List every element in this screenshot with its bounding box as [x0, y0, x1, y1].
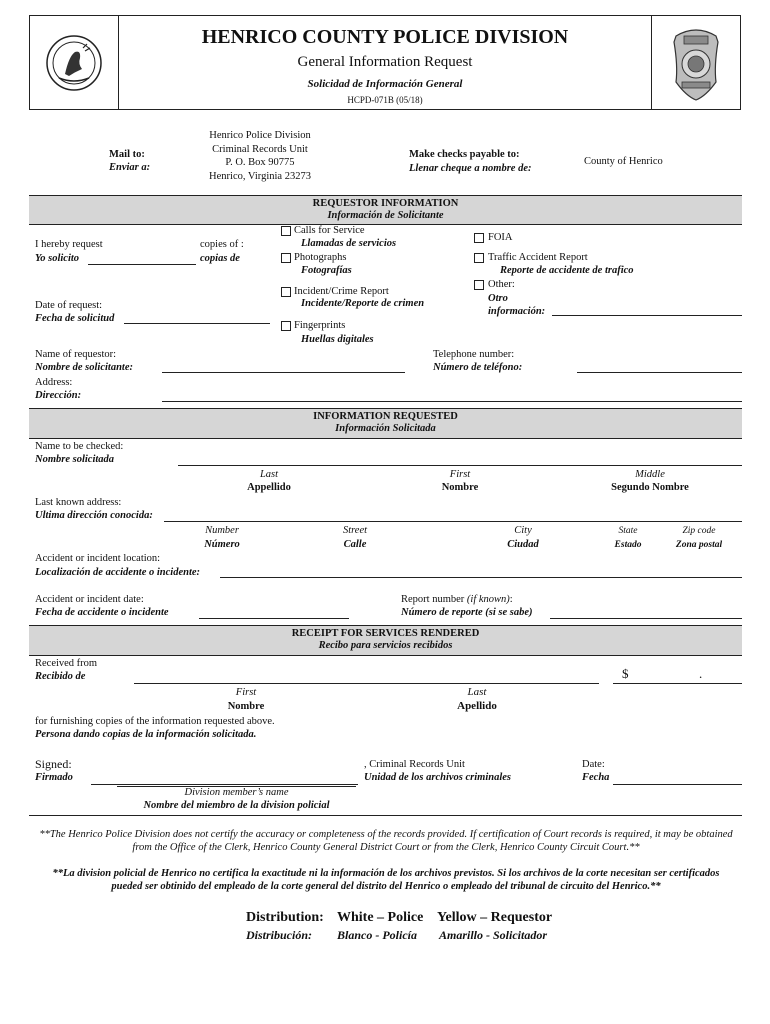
mail-address-line1: Henrico Police Division — [209, 130, 311, 141]
other-label-es-1: Otro — [488, 293, 508, 304]
mail-address-line3: P. O. Box 90775 — [225, 157, 295, 168]
other-info-field[interactable] — [552, 315, 742, 316]
distribution-yellow: Yellow – Requestor — [437, 910, 553, 925]
city-caption-es: Ciudad — [507, 539, 539, 550]
police-badge-icon — [668, 22, 724, 102]
report-known-text: (if known) — [466, 594, 510, 605]
checks-label: Make checks payable to: — [409, 149, 520, 160]
dollar-sign: $ — [622, 666, 629, 681]
received-last-caption-es: Apellido — [457, 700, 497, 712]
amount-field[interactable] — [613, 683, 742, 684]
calls-for-service-label: Calls for Service — [294, 225, 365, 236]
name-checked-label: Name to be checked: — [35, 441, 124, 452]
requestor-section-title: REQUESTOR INFORMATION — [312, 198, 459, 209]
state-caption: State — [618, 526, 638, 536]
traffic-report-label: Traffic Accident Report — [488, 252, 588, 263]
info-section-title-es: Información Solicitada — [335, 423, 436, 434]
signature-field[interactable] — [91, 784, 358, 785]
address-label-es: Dirección: — [35, 390, 82, 401]
requestor-name-label-es: Nombre de solicitante: — [35, 362, 133, 373]
city-caption: City — [514, 525, 532, 536]
distribution-white: White – Police — [337, 910, 424, 925]
report-number-label-es: Número de reporte (si se sabe) — [401, 607, 533, 618]
section-bottom-rule — [29, 815, 742, 816]
phone-field[interactable] — [577, 372, 742, 373]
signed-label-es: Firmado — [35, 772, 73, 783]
last-address-field[interactable] — [164, 521, 742, 522]
mail-label: Mail to: — [109, 149, 145, 160]
receipt-date-label: Date: — [582, 759, 605, 770]
mail-address-line2: Criminal Records Unit — [212, 143, 308, 155]
incident-location-field[interactable] — [220, 577, 742, 578]
info-section-header — [29, 408, 742, 439]
distribution-white-es: Blanco - Policía — [337, 928, 417, 942]
signed-label: Signed: — [35, 757, 72, 771]
calls-for-service-label-es: Llamadas de servicios — [301, 238, 397, 249]
phone-label-es: Número de teléfono: — [433, 362, 523, 373]
member-name-caption: Division member’s name — [184, 787, 289, 798]
mail-label-es: Enviar a: — [109, 162, 151, 173]
foia-checkbox[interactable] — [474, 233, 484, 243]
member-name-caption-es: Nombre del miembro de la division policial — [143, 800, 330, 811]
number-caption-es: Número — [204, 539, 240, 550]
date-request-label-es: Fecha de solicitud — [35, 313, 115, 324]
state-caption-es: Estado — [614, 540, 642, 550]
zip-caption: Zip code — [682, 526, 716, 536]
copies-label: copies of : — [200, 239, 244, 250]
page-subtitle-es: Solicidad de Información General — [307, 78, 463, 90]
calls-for-service-checkbox[interactable] — [281, 226, 291, 236]
report-colon-text: : — [509, 594, 513, 605]
request-label: I hereby request — [35, 239, 103, 250]
requestor-name-label: Name of requestor: — [35, 349, 117, 360]
photographs-label-es: Fotografías — [301, 265, 352, 276]
page-title: HENRICO COUNTY POLICE DIVISION — [201, 26, 569, 48]
requestor-section-header — [29, 195, 742, 225]
middle-name-caption-es: Segundo Nombre — [611, 482, 689, 493]
other-label: Other: — [488, 279, 515, 290]
middle-name-caption: Middle — [635, 469, 665, 480]
address-label: Address: — [35, 377, 73, 388]
street-caption-es: Calle — [343, 539, 367, 550]
report-number-label — [401, 594, 513, 606]
disclaimer-es: **La division policial de Henrico no certifica la exactitude ni la información de los archivos previstos. Si los archivos de la corte necesitan ser certificados pueded ser obtinido del empleado de la corte general del distrito del Henrico o empleado del tribunal de circuito del Henrico.** — [52, 868, 720, 892]
date-request-field[interactable] — [124, 323, 270, 324]
checks-label-es: Llenar cheque a nombre de: — [409, 163, 532, 174]
phone-label: Telephone number: — [433, 349, 515, 360]
incident-location-label-es: Localización de accidente o incidente: — [35, 567, 201, 578]
other-checkbox[interactable] — [474, 280, 484, 290]
checks-value: County of Henrico — [584, 156, 663, 167]
photographs-label: Photographs — [294, 252, 347, 263]
county-seal-icon — [45, 34, 103, 92]
received-from-label: Received from — [35, 658, 98, 669]
distribution-yellow-es: Amarillo - Solicitador — [439, 928, 548, 942]
received-last-caption: Last — [467, 686, 487, 698]
incident-report-label-es: Incidente/Reporte de crimen — [301, 298, 425, 309]
requestor-name-field[interactable] — [162, 372, 405, 373]
street-caption: Street — [342, 525, 368, 536]
receipt-date-field[interactable] — [613, 784, 742, 785]
dollar-decimal: . — [699, 666, 703, 681]
copies-count-field[interactable] — [88, 264, 196, 265]
report-number-text: Report number — [401, 594, 465, 605]
incident-date-label: Accident or incident date: — [35, 594, 144, 605]
furnish-text-es: Persona dando copias de la información solicitada. — [35, 729, 257, 740]
incident-date-label-es: Fecha de accidente o incidente — [35, 607, 169, 618]
requestor-section-title-es: Información de Solicitante — [327, 210, 444, 221]
fingerprints-label-es: Huellas digitales — [301, 334, 374, 345]
records-unit-text: , Criminal Records Unit — [364, 759, 465, 770]
foia-label: FOIA — [488, 232, 513, 243]
incident-report-checkbox[interactable] — [281, 287, 291, 297]
address-field[interactable] — [162, 401, 742, 402]
copies-label-es: copias de — [200, 253, 240, 264]
other-label-es-2: información: — [488, 306, 546, 317]
form-code: HCPD-071B (05/18) — [347, 95, 423, 105]
last-name-caption-es: Appellido — [247, 482, 291, 493]
last-name-caption: Last — [259, 469, 279, 480]
receipt-section-title-es: Recibo para servicios recibidos — [318, 640, 453, 651]
mail-address-line4: Henrico, Virginia 23273 — [209, 170, 311, 182]
header-divider-right — [651, 15, 652, 110]
number-caption: Number — [205, 525, 239, 536]
zip-caption-es: Zona postal — [675, 540, 723, 550]
furnish-text: for furnishing copies of the information requested above. — [35, 716, 275, 727]
receipt-section-title: RECEIPT FOR SERVICES RENDERED — [291, 628, 480, 639]
received-from-label-es: Recibido de — [35, 671, 86, 682]
receipt-date-label-es: Fecha — [582, 772, 610, 783]
fingerprints-label: Fingerprints — [294, 320, 346, 331]
photographs-checkbox[interactable] — [281, 253, 291, 263]
report-number-field[interactable] — [550, 618, 742, 619]
name-checked-label-es: Nombre solicitada — [35, 454, 115, 465]
request-label-es: Yo solicito — [35, 253, 80, 264]
incident-location-label: Accident or incident location: — [35, 553, 161, 564]
disclaimer-en: **The Henrico Police Division does not certify the accuracy or completeness of the records provided. If certification of Court records is required, it may be obtained from the Office of the Clerk, Henrico County General District Court or from the Clerk, Henrico County Circuit Court.** — [39, 829, 733, 853]
received-first-caption-es: Nombre — [227, 701, 265, 712]
first-name-caption-es: Nombre — [441, 482, 479, 493]
incident-date-field[interactable] — [199, 618, 349, 619]
received-from-field[interactable] — [134, 683, 599, 684]
page-subtitle: General Information Request — [297, 54, 473, 70]
records-unit-text-es: Unidad de los archivos criminales — [364, 772, 512, 783]
mail-address — [190, 129, 330, 183]
first-name-caption: First — [449, 469, 471, 480]
info-section-title: INFORMATION REQUESTED — [313, 411, 458, 422]
name-checked-field[interactable] — [178, 465, 742, 466]
fingerprints-checkbox[interactable] — [281, 321, 291, 331]
receipt-section-header — [29, 625, 742, 656]
distribution-label-es: Distribución: — [246, 928, 313, 942]
last-address-label: Last known address: — [35, 497, 122, 508]
last-address-label-es: Ultima dirección conocida: — [35, 510, 153, 521]
date-request-label: Date of request: — [35, 300, 103, 311]
incident-report-label: Incident/Crime Report — [294, 286, 389, 297]
traffic-report-label-es: Reporte de accidente de trafico — [500, 265, 634, 276]
traffic-report-checkbox[interactable] — [474, 253, 484, 263]
distribution-label: Distribution: — [246, 910, 324, 925]
received-first-caption: First — [235, 687, 257, 698]
